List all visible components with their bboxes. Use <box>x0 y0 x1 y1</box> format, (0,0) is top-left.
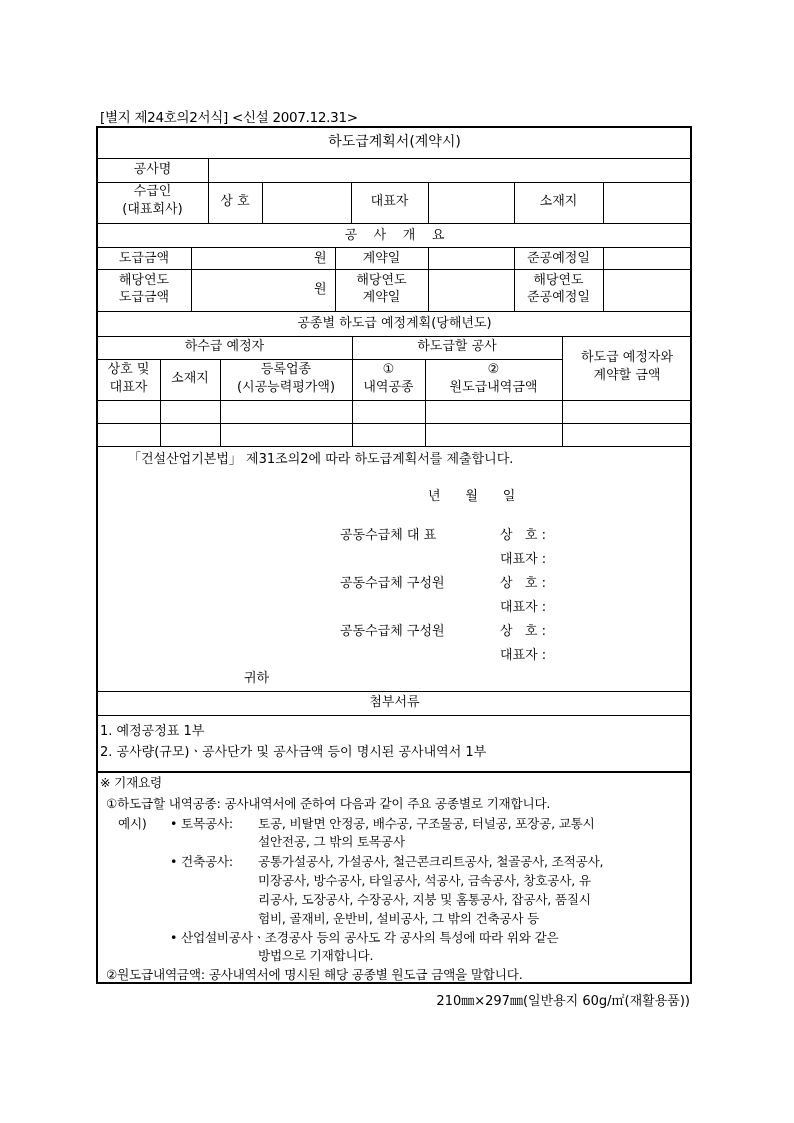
instruction-item-2: ②원도급내역금액: 공사내역서에 명시된 해당 공종별 원도급 금액을 말합니다. <box>106 967 523 982</box>
instructions-title: ※ 기재요령 <box>100 775 163 790</box>
year-completion-label: 해당연도 <box>533 273 584 288</box>
year-completion-label-2: 준공예정일 <box>527 290 590 305</box>
contractor-label: 수급인 <box>133 184 172 199</box>
year-contract-label-2: 계약일 <box>362 290 401 305</box>
jv-representative-label: 공동수급체 대 표 <box>340 528 437 543</box>
divider <box>97 446 692 447</box>
divider <box>603 182 604 223</box>
divider <box>208 158 209 223</box>
representative-label: 대표자 <box>370 194 409 209</box>
divider <box>603 247 604 311</box>
instruction-item-1: ①하도급할 내역공종: 공사내역서에 준하여 다음과 같이 주요 공종별로 기재합니다. <box>106 796 551 811</box>
jv-member-2-company: 상 호 : <box>500 624 547 639</box>
divider <box>97 158 692 159</box>
jv-member-2-label: 공동수급체 구성원 <box>340 624 445 639</box>
year-contract-label: 해당연도 <box>356 273 407 288</box>
arch-text-2: 미장공사, 방수공사, 타일공사, 석공사, 금속공사, 창호공사, 유 <box>258 873 591 888</box>
arch-text: 공통가설공사, 가설공사, 철근콘크리트공사, 철골공사, 조적공사, <box>258 854 604 869</box>
amount-header-2: 계약할 금액 <box>593 368 661 383</box>
divider <box>97 771 692 773</box>
recipient-label: 귀하 <box>244 671 270 686</box>
jv-rep-company: 상 호 : <box>500 528 547 543</box>
divider <box>97 715 692 716</box>
paper-size-footer: 210㎜×297㎜(일반용지 60g/㎡(재활용품)) <box>436 994 690 1009</box>
arch-text-3: 리공사, 도장공사, 수장공사, 지붕 및 홈통공사, 잡공사, 품질시 <box>258 892 591 907</box>
declaration-statement: 「건설산업기본법」 제31조의2에 따라 하도급계획서를 제출합니다. <box>128 452 514 467</box>
col-original: 원도급내역금액 <box>449 380 538 395</box>
col-item-number: ① <box>382 362 395 377</box>
jv-member-1-company: 상 호 : <box>500 576 547 591</box>
col-item: 내역공종 <box>363 380 414 395</box>
col-license: 등록업종 <box>260 362 312 377</box>
divider <box>97 691 692 692</box>
col-company-2: 대표자 <box>109 380 148 395</box>
divider <box>97 311 692 312</box>
overview-heading: 공 사 개 요 <box>344 228 445 243</box>
divider <box>97 223 692 224</box>
plant-text: • 산업설비공사ㆍ조경공사 등의 공사도 각 공사의 특성에 따라 위와 같은 <box>170 930 559 945</box>
divider <box>428 247 429 311</box>
plant-text-2: 방법으로 기재합니다. <box>258 948 374 963</box>
divider <box>97 423 692 424</box>
divider <box>97 336 692 337</box>
divider <box>97 359 562 360</box>
col-original-number: ② <box>487 362 500 377</box>
work-group-header: 하도급할 공사 <box>417 339 497 354</box>
divider <box>191 247 192 311</box>
civil-label: • 토목공사: <box>170 816 233 831</box>
project-name-label: 공사명 <box>133 162 172 177</box>
col-company: 상호 및 <box>107 362 150 377</box>
company-label: 상 호 <box>220 194 250 209</box>
year-amount-label: 해당연도 <box>118 273 170 288</box>
col-license-2: (시공능력평가액) <box>236 380 336 395</box>
amount-header: 하도급 예정자와 <box>580 350 674 365</box>
form-number-header: [별지 제24호의2서식] <신설 2007.12.31> <box>100 110 358 126</box>
divider <box>97 400 692 401</box>
year-amount-label-2: 도급금액 <box>118 290 170 305</box>
contract-date-label: 계약일 <box>362 251 401 266</box>
won-unit: 원 <box>314 282 327 297</box>
jv-member-2-representative: 대표자 : <box>500 648 547 663</box>
jv-rep-representative: 대표자 : <box>500 552 547 567</box>
divider <box>428 182 429 223</box>
example-label: 예시) <box>118 816 147 831</box>
attachment-item: 1. 예정공정표 1부 <box>100 724 205 739</box>
jv-member-1-label: 공동수급체 구성원 <box>340 576 445 591</box>
civil-text-2: 설안전공, 그 밖의 토목공사 <box>258 834 405 849</box>
address-label: 소재지 <box>539 194 578 209</box>
contractor-sub-label: (대표회사) <box>122 202 183 217</box>
civil-text: 토공, 비탈면 안정공, 배수공, 구조물공, 터널공, 포장공, 교통시 <box>258 816 595 831</box>
col-address: 소재지 <box>171 371 209 386</box>
arch-text-4: 험비, 골재비, 운반비, 설비공사, 그 밖의 건축공사 등 <box>258 911 540 926</box>
plan-title: 공종별 하도급 예정계획(당해년도) <box>297 316 492 331</box>
jv-member-1-representative: 대표자 : <box>500 600 547 615</box>
completion-date-label: 준공예정일 <box>527 251 590 266</box>
attachment-item: 2. 공사량(규모)ㆍ공사단가 및 공사금액 등이 명시된 공사내역서 1부 <box>100 745 487 760</box>
subcontractor-group-header: 하수급 예정자 <box>184 339 265 354</box>
date-line: 년 월 일 <box>428 489 516 504</box>
won-unit: 원 <box>314 251 327 266</box>
form-title: 하도급계획서(계약시) <box>328 134 461 150</box>
contract-amount-label: 도급금액 <box>118 251 170 266</box>
divider <box>262 182 263 223</box>
attachments-title: 첨부서류 <box>369 695 420 710</box>
arch-label: • 건축공사: <box>170 854 233 869</box>
